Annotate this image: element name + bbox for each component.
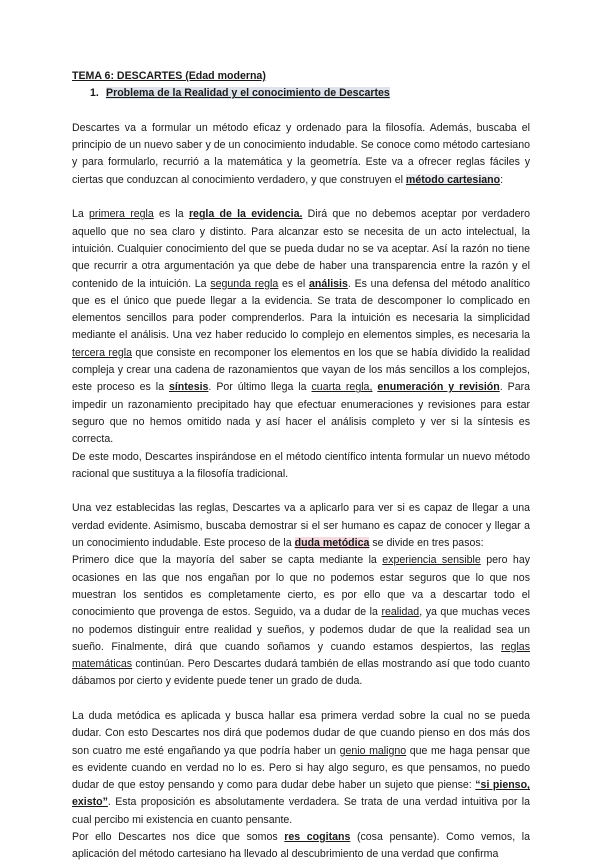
text-run: . Por último llega la (208, 381, 312, 394)
paragraph-intro (72, 120, 530, 189)
text-run: que me haga pensar que es evidente cuando en verdad no lo es. Pero si hay algo seguro, es que pensamos, no puedo dudar de que estoy pensando y como para dudar debe haber un sujeto que piense: (72, 744, 530, 792)
document-title: TEMA 6: DESCARTES (Edad moderna) (72, 70, 266, 82)
paragraph-rules (72, 206, 530, 448)
text-run: , ya que muchas veces no podemos distinguir entre realidad y sueños, y podemos dudar de que la realidad sea un sueño. Finalmente, dirá que cuando soñamos y cuando estamos despiertos, las (72, 606, 530, 653)
text-run: pero hay ocasiones en las que nos engañan por lo que no podemos estar seguros que lo que nos muestran los sentidos es completamente cierto, es por ello que va a descartar todo el conocimiento que provenga de estos. Seguido, va a dudar de la (72, 554, 531, 619)
term-reglas-matematicas: reglas matemáticas (72, 640, 530, 671)
paragraph-cogito (72, 708, 530, 829)
term-cuarta-regla: cuarta regla, (311, 381, 373, 394)
term-realidad: realidad (381, 606, 420, 619)
paragraph-duda-intro (72, 500, 530, 552)
term-tercera-regla: tercera regla (72, 346, 132, 359)
term-analisis: análisis (309, 277, 348, 290)
quote-si-pienso-existo: “si pienso, existo” (72, 779, 530, 809)
text-run: continúan. Pero Descartes dudará también de ellas mostrando así que todo cuanto dábamos por cierto y evidente puede tener un grado de duda. (72, 658, 530, 688)
term-enumeracion: enumeración y revisión (377, 381, 500, 394)
text-run: La (72, 208, 90, 221)
blank-line (72, 483, 530, 500)
text-run: : (500, 173, 504, 186)
term-duda-metodica: duda metódica (294, 537, 370, 550)
term-experiencia-sensible: experiencia sensible (382, 554, 481, 567)
section-heading (90, 85, 530, 102)
paragraph-res-cogitans (72, 829, 530, 864)
text-run: . Es una defensa del método analítico que es el único que puede llegar a la evidencia. Se trata de descomponer lo complicado en elementos sencillos para poder comprenderlos. Para la intuición es necesaria la simplicidad mediante el análisis. Una vez haber reducido lo complejo en elementos simples, es necesaria la (72, 277, 530, 342)
blank-line (72, 691, 530, 708)
text-run: Dirá que no debemos aceptar por verdadero aquello que no sea claro y distinto. Para alcanzar esto se necesita de un acto intelectual, la intuición. Cualquier conocimiento del que se pueda dudar no se va aceptar. Así la razón no tiene que recurrir a otra argumentación ya que debe de haber una transparencia entre la razón y el contenido de la intuición. La (72, 208, 530, 290)
section-title: Problema de la Realidad y el conocimiento de Descartes (106, 87, 390, 100)
text-run: Por ello Descartes nos dice que somos (72, 831, 285, 844)
text-run: La duda metódica es aplicada y busca hallar esa primera verdad sobre la cual no se pueda dudar. Con esto Descartes nos dirá que podemos dudar de que cuando pienso en dos más dos son cuatro me esté engañando ya que podría haber un (72, 709, 530, 757)
text-run: que consiste en recomponer los elementos en los que se había dividido la realidad compleja y crear una cadena de razonamientos que vayan de los más sencillos a los complejos, este proceso es la (72, 346, 530, 394)
text-run: Primero dice que la mayoría del saber se capta mediante la (72, 554, 383, 567)
term-primera-regla: primera regla (89, 208, 154, 221)
text-run: . Esta proposición es absolutamente verdadera. Se trata de una verdad intuitiva por la cual percibo mi existencia en cuanto pensante. (72, 796, 530, 826)
text-run: Una vez establecidas las reglas, Descartes va a aplicarlo para ver si es capaz de llegar a una verdad evidente. Asimismo, buscaba demostrar si el ser humano es capaz de conocer y llegar a un conocimiento indudable. Este proceso de la (72, 502, 530, 550)
text-run: . Para impedir un razonamiento precipitado hay que efectuar enumeraciones y revisiones para estar seguro que no hemos omitido nada y así hacer el análisis completo y ver si la síntesis es correcta. (72, 381, 531, 446)
text-run: (cosa pensante). Como vemos, la aplicación del método cartesiano ha llevado al descubrimiento de una verdad que confirma (72, 831, 530, 861)
term-metodo-cartesiano: método cartesiano (405, 173, 501, 186)
term-res-cogitans: res cogitans (284, 831, 351, 844)
text-run: se divide en tres pasos: (369, 537, 484, 550)
blank-line (72, 189, 530, 206)
text-run: es la (153, 208, 189, 221)
term-genio-maligno: genio maligno (339, 744, 407, 757)
text-run: Descartes va a formular un método eficaz y ordenado para la filosofía. Además, buscaba el principio de un nuevo saber y de un conocimiento indudable. Se conoce como método cartesiano y para formularlo, recurrió a la matemática y la geometría. Este va a ofrecer reglas fáciles y ciertas que conduzcan al conocimiento verdadero, y que construyen el (72, 121, 530, 186)
term-sintesis: síntesis (168, 381, 209, 394)
document-body (72, 68, 530, 864)
paragraph-duda-steps (72, 552, 530, 690)
blank-line (72, 103, 530, 120)
section-number: 1. (90, 87, 99, 100)
term-segunda-regla: segunda regla (210, 277, 279, 290)
paragraph-conclusion: De este modo, Descartes inspirándose en el método científico intenta formular un nuevo método racional que sustituya a la filosofía tradicional. (72, 450, 530, 480)
text-run: es el (278, 277, 309, 290)
term-regla-evidencia: regla de la evidencia. (188, 208, 303, 221)
